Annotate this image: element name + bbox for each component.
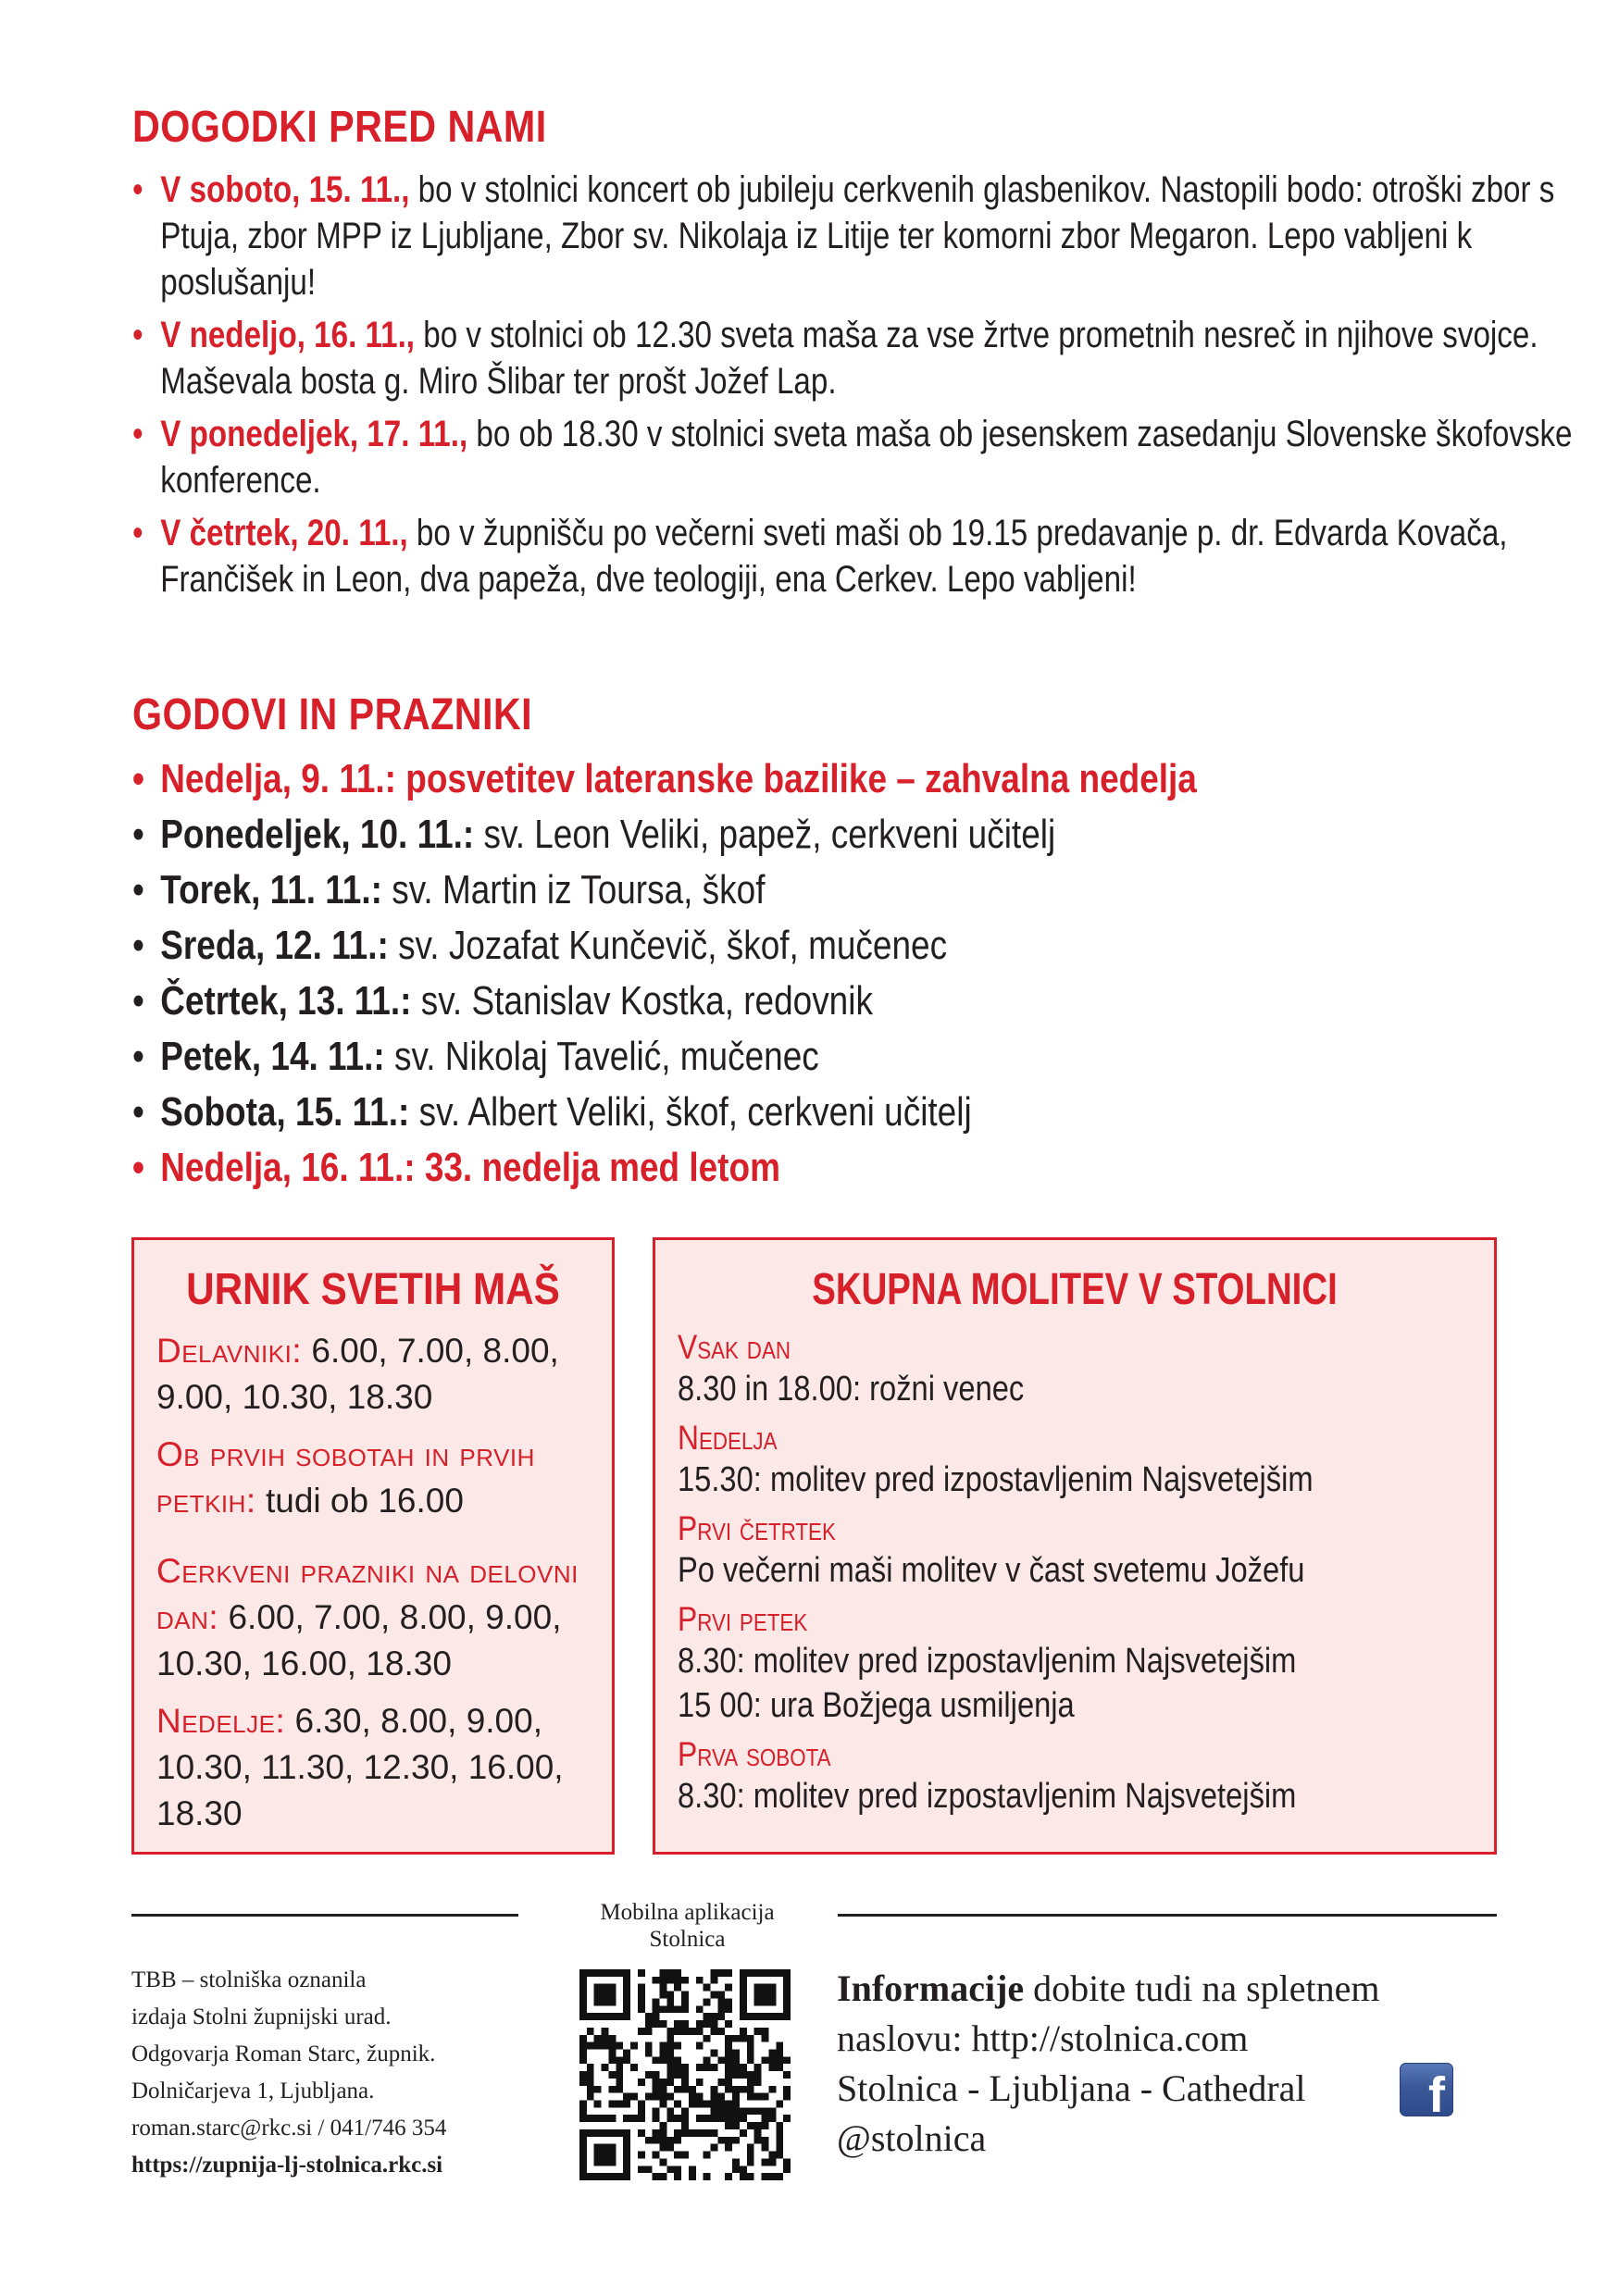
prayer-entry — [678, 1735, 1474, 1818]
facebook-glyph: f — [1428, 2067, 1445, 2123]
prayer-entry — [678, 1419, 1474, 1502]
prayer-entry-label: Prvi četrtek — [678, 1509, 836, 1547]
feast-item — [132, 974, 1482, 1029]
mass-entry-times: 6.30, 8.00, 9.00, 10.30, 11.30, 12.30, 16.00, 18.30 — [156, 1702, 564, 1832]
facebook-icon[interactable] — [1400, 2063, 1453, 2123]
feasts-section-title: GODOVI IN PRAZNIKI — [132, 690, 533, 739]
imprint-contact[interactable]: roman.starc@rkc.si / 041/746 354 — [131, 2116, 447, 2141]
bullet-icon: • — [132, 414, 143, 454]
prayer-entry — [678, 1328, 1474, 1411]
mass-schedule-box — [131, 1237, 615, 1855]
info-bold-lead: Informacije — [837, 1967, 1025, 2009]
event-item — [132, 312, 1583, 404]
info-facebook-page[interactable]: Stolnica - Ljubljana - Cathedral — [837, 2067, 1306, 2109]
mass-entry-times: 6.00, 7.00, 8.00, 9.00, 10.30, 18.30 — [156, 1332, 559, 1416]
event-date: V ponedeljek, 17. 11., — [160, 414, 468, 454]
mass-entry — [156, 1432, 601, 1524]
prayer-schedule-box — [653, 1237, 1497, 1855]
prayer-entry — [678, 1600, 1474, 1728]
mass-entry-times: 6.00, 7.00, 8.00, 9.00, 10.30, 16.00, 18.30 — [156, 1598, 562, 1682]
imprint — [131, 1962, 446, 2184]
mass-entry — [156, 1328, 601, 1421]
info-website-link[interactable]: naslovu: http://stolnica.com — [837, 2017, 1249, 2059]
feast-day: Ponedeljek, 10. 11.: — [160, 812, 475, 857]
feast-text: sv. Leon Veliki, papež, cerkveni učitelj — [474, 812, 1056, 857]
feast-text: 33. nedelja med letom — [415, 1145, 780, 1190]
bullet-icon: • — [132, 867, 144, 912]
event-date: V nedeljo, 16. 11., — [160, 315, 416, 355]
imprint-line: TBB – stolniška oznanila — [131, 1967, 367, 1992]
mass-entry-label: Nedelje: — [156, 1702, 286, 1740]
qr-code-icon[interactable] — [579, 1969, 791, 2180]
feast-item — [132, 1085, 1482, 1140]
prayer-entry-label: Vsak dan — [678, 1328, 791, 1366]
prayer-entry-text: 15.30: molitev pred izpostavljenim Najsvetejšim — [678, 1460, 1314, 1499]
bullet-icon: • — [132, 1034, 144, 1079]
mass-entry-label: Ob prvih sobotah in prvih petkih: — [156, 1435, 535, 1520]
feast-text: sv. Martin iz Toursa, škof — [381, 867, 766, 912]
mobile-app-label — [565, 1899, 810, 1953]
feast-item — [132, 1029, 1482, 1085]
feast-day: Nedelja, 16. 11.: — [160, 1145, 416, 1190]
bullet-icon: • — [132, 923, 144, 968]
mass-entry — [156, 1698, 601, 1837]
event-text: bo v stolnici ob 12.30 sveta maša za vse žrtve prometnih nesreč in njihove svojce. Maševala bosta g. Miro Šlibar ter prošt Jožef Lap. — [160, 315, 1538, 402]
bullet-icon: • — [132, 513, 143, 553]
prayer-entry-label: Prva sobota — [678, 1735, 831, 1773]
imprint-line: izdaja Stolni župnijski urad. — [131, 2004, 392, 2029]
feast-item — [132, 918, 1482, 974]
imprint-line: Odgovarja Roman Starc, župnik. — [131, 2042, 436, 2066]
prayer-entry — [678, 1509, 1474, 1593]
feast-text: sv. Nikolaj Tavelić, mučenec — [384, 1034, 819, 1079]
event-item — [132, 510, 1583, 602]
bullet-icon: • — [132, 1145, 144, 1190]
feast-text: sv. Albert Veliki, škof, cerkveni učitelj — [409, 1089, 972, 1135]
bullet-icon: • — [132, 812, 144, 857]
feast-day: Sreda, 12. 11.: — [160, 923, 389, 968]
event-date: V soboto, 15. 11., — [160, 169, 410, 210]
feast-item — [132, 807, 1482, 863]
info-handle[interactable]: @stolnica — [837, 2117, 987, 2159]
divider-right — [838, 1914, 1497, 1917]
feast-item — [132, 1140, 1482, 1196]
divider-left — [131, 1914, 518, 1917]
prayer-entry-text: 8.30 in 18.00: rožni venec — [678, 1370, 1025, 1409]
prayer-schedule-title: SKUPNA MOLITEV V STOLNICI — [812, 1265, 1338, 1314]
events-section-title: DOGODKI PRED NAMI — [132, 103, 547, 152]
feast-text: sv. Jozafat Kunčevič, škof, mučenec — [388, 923, 948, 968]
event-item — [132, 411, 1583, 503]
prayer-entry-label: Prvi petek — [678, 1600, 808, 1638]
feast-text: sv. Stanislav Kostka, redovnik — [411, 978, 873, 1024]
event-text: bo ob 18.30 v stolnici sveta maša ob jesenskem zasedanju Slovenske škofovske konference. — [160, 414, 1573, 501]
mass-schedule-title: URNIK SVETIH MAŠ — [186, 1265, 560, 1314]
info-text: dobite tudi na spletnem — [1024, 1967, 1380, 2009]
mass-entry-label: Cerkveni prazniki na delovni dan: — [156, 1552, 579, 1636]
parish-website-link[interactable]: https://zupnija-lj-stolnica.rkc.si — [131, 2153, 443, 2178]
bullet-icon: • — [132, 169, 143, 210]
mass-entry — [156, 1548, 601, 1687]
feast-day: Sobota, 15. 11.: — [160, 1089, 410, 1135]
feasts-list — [132, 751, 1619, 1196]
bullet-icon: • — [132, 1089, 144, 1135]
event-text: bo v župnišču po večerni sveti maši ob 19.15 predavanje p. dr. Edvarda Kovača, Frančišek in Leon, dva papeža, dve teologiji, ena Cerkev. Lepo vabljeni! — [160, 513, 1508, 600]
mobile-app-label-line: Stolnica — [649, 1927, 726, 1952]
mass-entry-times: tudi ob 16.00 — [255, 1482, 464, 1520]
feast-text: posvetitev lateranske bazilike – zahvalna nedelja — [395, 756, 1197, 801]
imprint-line: Dolničarjeva 1, Ljubljana. — [131, 2079, 375, 2104]
mass-entry-label: Delavniki: — [156, 1332, 303, 1370]
feast-item — [132, 863, 1482, 918]
bullet-icon: • — [132, 756, 144, 801]
info-block — [837, 1964, 1380, 2164]
feast-item — [132, 751, 1482, 807]
bullet-icon: • — [132, 315, 143, 355]
prayer-entry-text: Po večerni maši molitev v čast svetemu Jožefu — [678, 1551, 1305, 1590]
prayer-entry-text: 8.30: molitev pred izpostavljenim Najsvetejšim — [678, 1642, 1297, 1681]
event-item — [132, 167, 1583, 305]
feast-day: Torek, 11. 11.: — [160, 867, 382, 912]
feast-day: Četrtek, 13. 11.: — [160, 978, 412, 1024]
prayer-entry-text: 15 00: ura Božjega usmiljenja — [678, 1686, 1075, 1725]
feast-day: Nedelja, 9. 11.: — [160, 756, 396, 801]
prayer-entry-text: 8.30: molitev pred izpostavljenim Najsvetejšim — [678, 1777, 1297, 1816]
events-list — [132, 167, 1576, 609]
feast-day: Petek, 14. 11.: — [160, 1034, 385, 1079]
prayer-entry-label: Nedelja — [678, 1419, 778, 1457]
bullet-icon: • — [132, 978, 144, 1024]
event-text: bo v stolnici koncert ob jubileju cerkvenih glasbenikov. Nastopili bodo: otroški zbor s Ptuja, zbor MPP iz Ljubljane, Zbor sv. Nikolaja iz Litije ter komorni zbor Megaron. Lepo vabljeni k poslušanju! — [160, 169, 1555, 303]
event-date: V četrtek, 20. 11., — [160, 513, 408, 553]
mobile-app-label-line: Mobilna aplikacija — [600, 1900, 775, 1925]
